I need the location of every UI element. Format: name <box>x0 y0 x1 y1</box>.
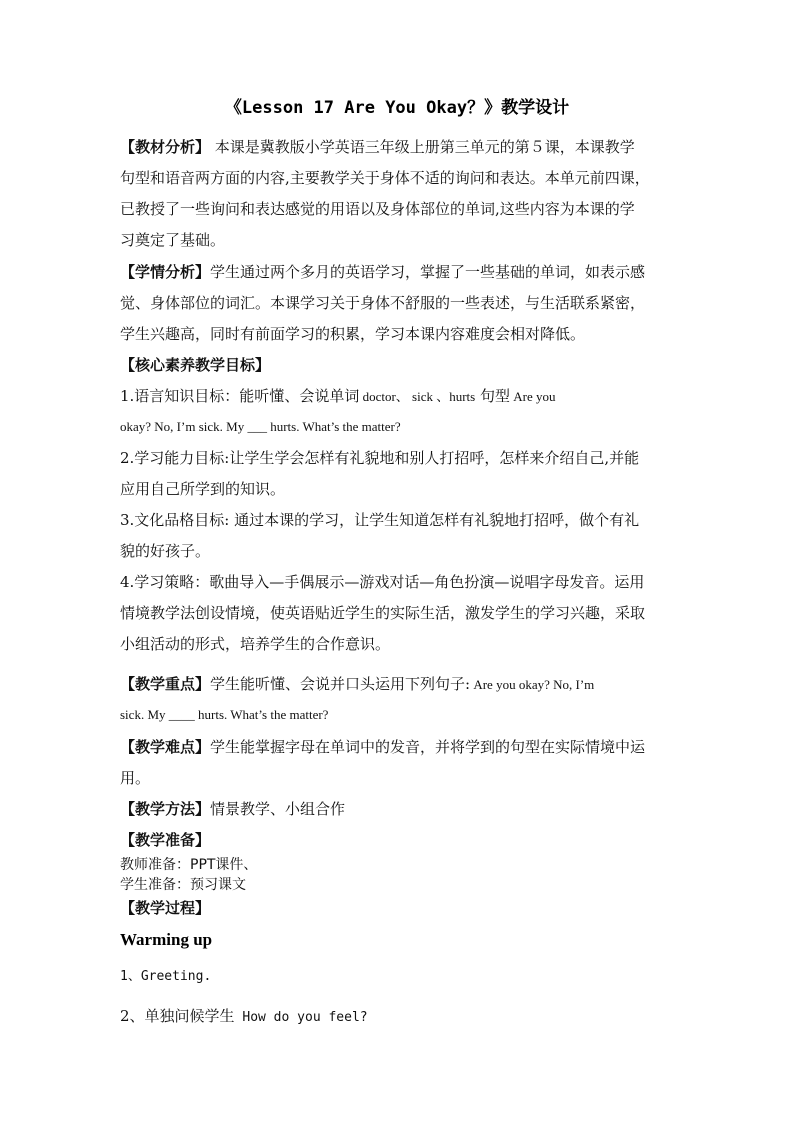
student-analysis-line-3: 学生兴趣高，同时有前面学习的积累，学习本课内容难度会相对降低。 <box>120 325 586 343</box>
goal-1-line-1: 1.语言知识目标：能听懂、会说单词 doctor、 sick 、hurts 句型 Are you <box>120 387 556 405</box>
difficult-points-line-1: 【教学难点】学生能掌握字母在单词中的发音，并将学到的句型在实际情境中运 <box>120 738 646 756</box>
goal-2-line-1: 2.学习能力目标:让学生学会怎样有礼貌地和别人打招呼，怎样来介绍自己,并能 <box>120 449 640 467</box>
goal-2-line-2: 应用自己所学到的知识。 <box>120 480 286 498</box>
preparation-heading: 【教学准备】 <box>120 831 211 849</box>
difficult-points-heading: 【教学难点】 <box>120 738 211 756</box>
material-analysis-line-2: 句型和语音两方面的内容,主要教学关于身体不适的询问和表达。本单元前四课， <box>120 169 650 187</box>
goal-3-line-1: 3.文化品格目标: 通过本课的学习，让学生知道怎样有礼貌地打招呼，做个有礼 <box>120 511 640 529</box>
goal-1-line-2: okay? No, I’m sick. My ___ hurts. What’s the matter? <box>120 419 401 434</box>
student-analysis-heading: 【学情分析】 <box>120 263 211 281</box>
material-analysis-line-4: 习奠定了基础。 <box>120 231 226 249</box>
student-preparation: 学生准备：预习课文 <box>120 877 246 893</box>
warming-up-heading: Warming up <box>120 930 213 949</box>
key-points-line-2: sick. My ____ hurts. What’s the matter? <box>120 707 329 722</box>
material-analysis-heading: 【教材分析】 <box>120 138 211 156</box>
key-points-line-1: 【教学重点】学生能听懂、会说并口头运用下列句子: Are you okay? No, I’m <box>120 675 595 693</box>
document-title: 《Lesson 17 Are You Okay？》教学设计 <box>224 98 570 118</box>
goal-4-line-3: 小组活动的形式，培养学生的合作意识。 <box>120 635 391 653</box>
methods-heading: 【教学方法】 <box>120 800 211 818</box>
student-analysis-line-2: 觉、身体部位的词汇。本课学习关于身体不舒服的一些表述，与生活联系紧密， <box>120 294 646 312</box>
core-goals-heading: 【核心素养教学目标】 <box>120 356 271 374</box>
material-analysis-line-1: 【教材分析】 本课是冀教版小学英语三年级上册第三单元的第５课，本课教学 <box>120 138 635 156</box>
process-heading: 【教学过程】 <box>120 899 211 917</box>
goal-4-line-1: 4.学习策略：歌曲导入—手偶展示—游戏对话—角色扮演—说唱字母发音。运用 <box>120 573 645 591</box>
methods-line: 【教学方法】情景教学、小组合作 <box>120 800 346 818</box>
difficult-points-line-2: 用。 <box>120 769 151 787</box>
student-analysis-line-1: 【学情分析】学生通过两个多月的英语学习，掌握了一些基础的单词，如表示感 <box>120 263 646 281</box>
material-analysis-line-3: 已教授了一些询问和表达感觉的用语以及身体部位的单词,这些内容为本课的学 <box>120 200 635 218</box>
teacher-preparation: 教师准备：PPT课件、 <box>120 857 258 873</box>
key-points-heading: 【教学重点】 <box>120 675 211 693</box>
goal-4-line-2: 情境教学法创设情境，使英语贴近学生的实际生活，激发学生的学习兴趣，采取 <box>120 604 646 622</box>
goal-3-line-2: 貌的好孩子。 <box>120 542 211 560</box>
process-step-1: 1、Greeting. <box>120 969 212 984</box>
process-step-2: 2、单独问候学生 How do you feel? <box>120 1007 368 1025</box>
